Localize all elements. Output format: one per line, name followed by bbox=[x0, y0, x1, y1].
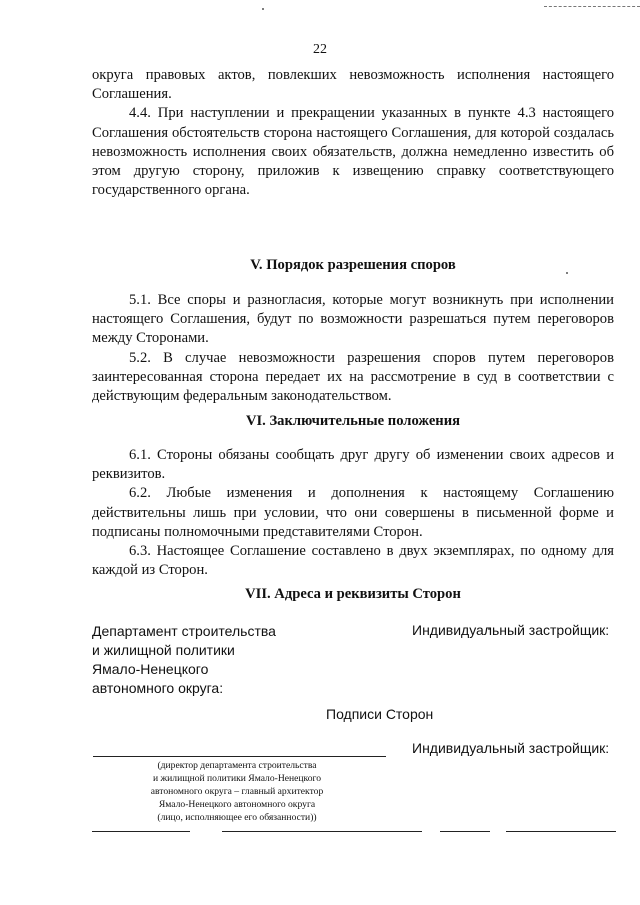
paragraph-5-2: 5.2. В случае невозможности разрешения споров путем переговоров заинтересованная сторона передает их на рассмотрение в суд в соответствии с действующим федеральным законодательством. bbox=[92, 349, 614, 405]
paragraph-4-4: 4.4. При наступлении и прекращении указанных в пункте 4.3 настоящего Соглашения обстоятельств сторона настоящего Соглашения, для которой создалась невозможность исполнения своих обязательств, должна немедленно известить об этом другую сторону, приложив к извещению справку соответствующего государственного органа. bbox=[92, 105, 614, 199]
signatory-note-line: (директор департамента строительства bbox=[157, 760, 317, 771]
left-party-line: Департамент строительства bbox=[92, 623, 276, 639]
right-party-name: Индивидуальный застройщик: bbox=[412, 622, 610, 638]
right-party-name-2: Индивидуальный застройщик: bbox=[412, 740, 610, 756]
signature-line bbox=[222, 831, 422, 832]
paragraph-6-2: 6.2. Любые изменения и дополнения к настоящему Соглашению действительны лишь при условии, что они совершены в письменной форме и подписаны полномочными представителями Сторон. bbox=[92, 485, 614, 540]
section-6-title: VI. Заключительные положения bbox=[245, 413, 461, 429]
signatures-label: Подписи Сторон bbox=[326, 706, 434, 722]
signature-line-left bbox=[93, 756, 386, 757]
signature-line bbox=[92, 831, 190, 832]
section-7-title: VII. Адреса и реквизиты Сторон bbox=[245, 586, 461, 602]
paragraph-continuation: округа правовых актов, повлекших невозможность исполнения настоящего Соглашения. bbox=[92, 67, 614, 103]
scan-artifact-line bbox=[544, 6, 640, 7]
left-party-line: Ямало-Ненецкого bbox=[92, 661, 209, 677]
signatory-note bbox=[112, 759, 362, 824]
signature-line bbox=[506, 831, 616, 832]
section-5-body bbox=[92, 291, 614, 406]
paragraph-6-1: 6.1. Стороны обязаны сообщать друг другу об изменении своих адресов и реквизитов. bbox=[92, 447, 614, 483]
page-number: 22 bbox=[313, 42, 327, 57]
scan-speck bbox=[262, 8, 264, 10]
section-6-body bbox=[92, 446, 614, 580]
paragraph-5-1: 5.1. Все споры и разногласия, которые могут возникнуть при исполнении настоящего Соглашения, будут по возможности разрешаться путем переговоров между Сторонами. bbox=[92, 292, 614, 347]
signatory-note-line: автономного округа – главный архитектор bbox=[150, 786, 324, 797]
signatory-note-line: Ямало-Ненецкого автономного округа bbox=[158, 799, 316, 810]
section-4-continuation bbox=[92, 66, 614, 200]
left-party-name bbox=[92, 622, 332, 698]
left-party-line: и жилищной политики bbox=[92, 642, 235, 658]
signatory-note-line: (лицо, исполняющее его обязанности)) bbox=[157, 812, 317, 823]
signatory-note-line: и жилищной политики Ямало-Ненецкого bbox=[152, 773, 322, 784]
section-5-title: V. Порядок разрешения споров bbox=[250, 257, 456, 273]
paragraph-6-3: 6.3. Настоящее Соглашение составлено в двух экземплярах, по одному для каждой из Сторон. bbox=[92, 543, 614, 579]
left-party-line: автономного округа: bbox=[92, 680, 224, 696]
signature-line bbox=[440, 831, 490, 832]
